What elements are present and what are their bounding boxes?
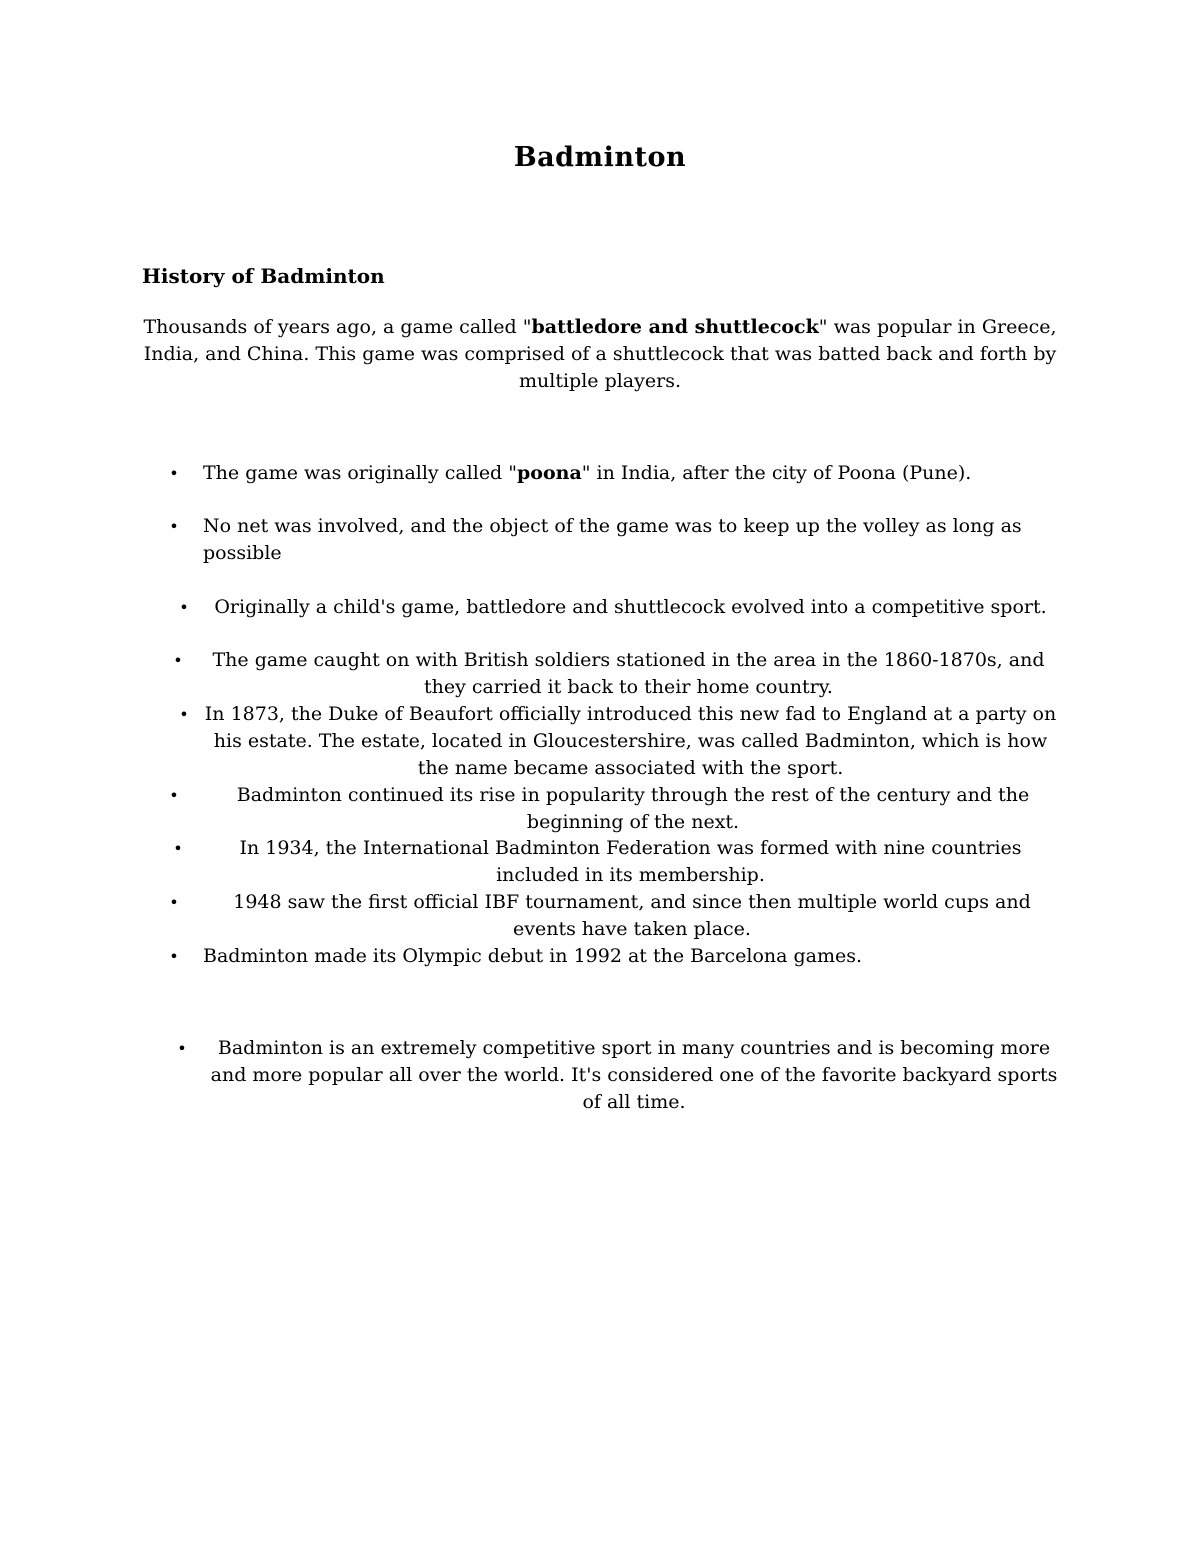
list-item-text: Badminton made its Olympic debut in 1992 at the Barcelona games. xyxy=(203,945,863,967)
intro-text-before: Thousands of years ago, a game called " xyxy=(143,316,532,338)
list-item-text: Badminton is an extremely competitive sport in many countries and is becoming more and more popular all over the world. It's considered one of the favorite backyard sports of all time. xyxy=(210,1037,1058,1113)
list-item xyxy=(164,943,1064,970)
list-item-text: In 1934, the International Badminton Federation was formed with nine countries included in its membership. xyxy=(239,837,1022,886)
intro-bold-term: battledore and shuttlecock xyxy=(531,316,819,338)
bullet-icon: • xyxy=(169,786,179,805)
bullet-icon: • xyxy=(173,651,183,670)
list-item-text: Originally a child's game, battledore and shuttlecock evolved into a competitive sport. xyxy=(214,596,1047,618)
list-item xyxy=(164,782,1064,836)
list-item-text-after: " in India, after the city of Poona (Pune). xyxy=(581,462,972,484)
list-item-bold-term: poona xyxy=(517,462,582,484)
list-item xyxy=(174,701,1059,782)
intro-paragraph xyxy=(140,314,1060,395)
bullet-icon: • xyxy=(169,893,179,912)
bullet-icon: • xyxy=(173,839,183,858)
bullet-icon: • xyxy=(179,598,189,617)
list-item xyxy=(168,647,1059,701)
intro-text-after: " was popular in Greece, India, and China. This game was comprised of a shuttlecock that was batted back and forth by multiple players. xyxy=(143,316,1057,392)
list-item-text: Badminton continued its rise in popularity through the rest of the century and the beginning of the next. xyxy=(236,784,1030,833)
bullet-icon: • xyxy=(179,705,189,724)
bullet-icon: • xyxy=(169,464,179,483)
list-item xyxy=(172,1035,1060,1116)
list-item-text-before: The game was originally called " xyxy=(203,462,518,484)
list-item-text: 1948 saw the first official IBF tournament, and since then multiple world cups and events have taken place. xyxy=(233,891,1031,940)
list-item xyxy=(164,889,1064,943)
bullet-icon: • xyxy=(169,517,179,536)
bullet-icon: • xyxy=(177,1039,187,1058)
list-item-text: In 1873, the Duke of Beaufort officially introduced this new fad to England at a party on his estate. The estate, located in Gloucestershire, was called Badminton, which is how the name became associated with the sport. xyxy=(204,703,1057,779)
bullet-icon: • xyxy=(169,947,179,966)
list-item xyxy=(164,460,1064,487)
section-heading: History of Badminton xyxy=(142,264,385,288)
list-item-text: The game caught on with British soldiers stationed in the area in the 1860-1870s, and they carried it back to their home country. xyxy=(212,649,1045,698)
list-item-text: No net was involved, and the object of the game was to keep up the volley as long as possible xyxy=(203,515,1022,564)
list-item xyxy=(164,513,1049,567)
list-item xyxy=(168,835,1059,889)
document-title: Badminton xyxy=(513,142,687,173)
list-item xyxy=(174,594,1059,621)
